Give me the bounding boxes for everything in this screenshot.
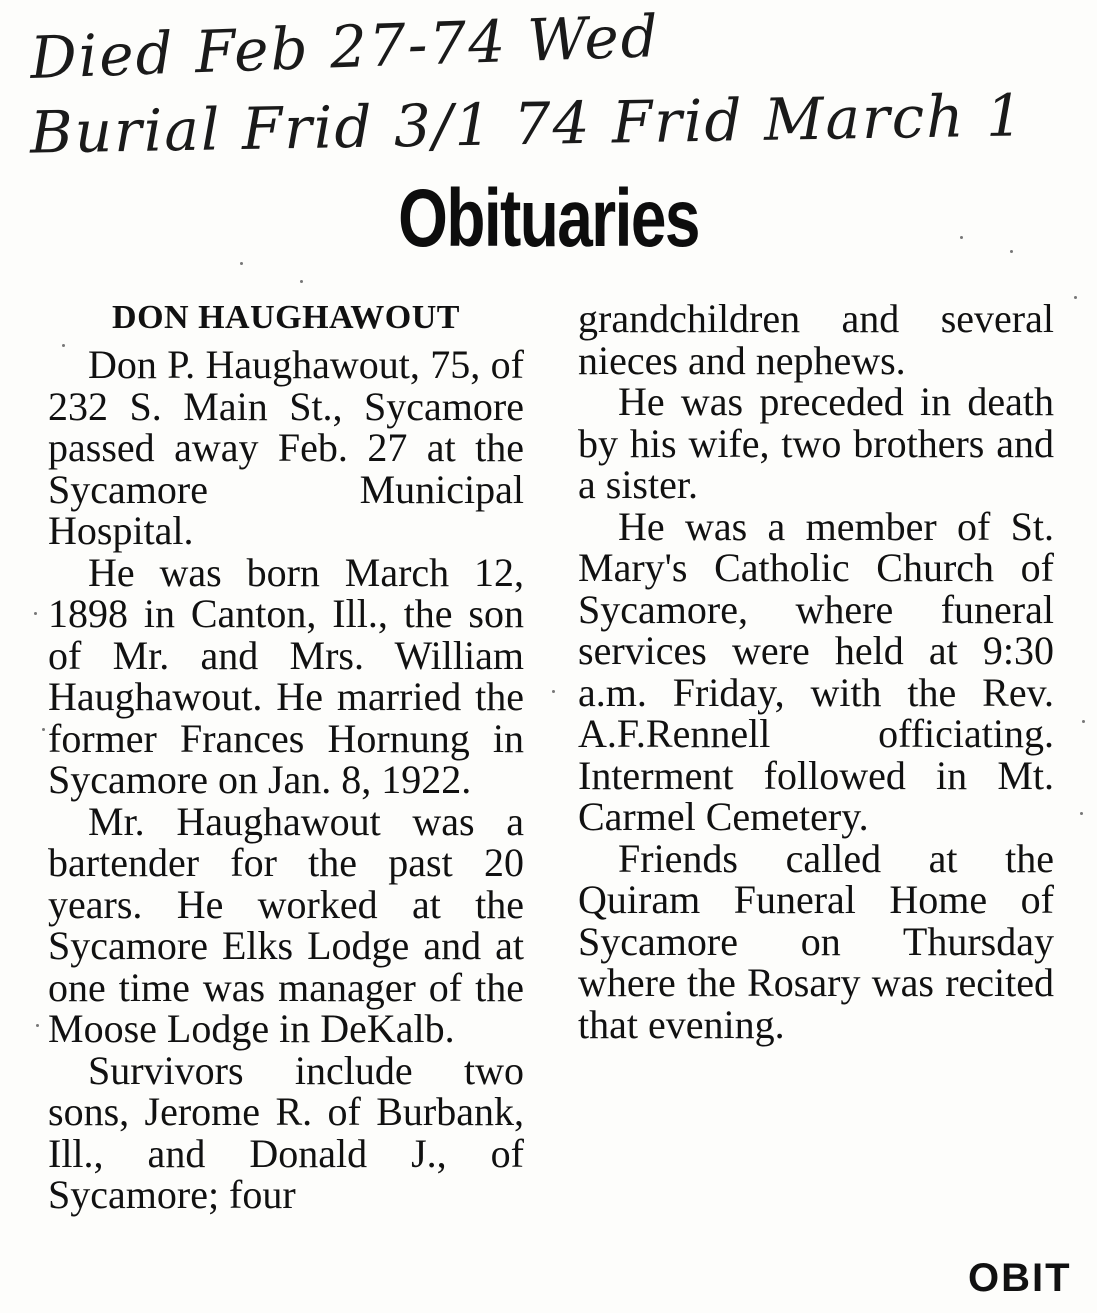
print-speck [36,1024,39,1027]
print-speck [1074,296,1077,299]
paragraph: He was born March 12, 1898 in Canton, Ill., the son of Mr. and Mrs. William Haughawout. He married the former Frances Hornung in Sycamore on Jan. 8, 1922. [48,549,524,802]
print-speck [240,262,243,265]
section-masthead: Obituaries [398,173,699,264]
right-column [578,298,1054,1045]
handwritten-note-line-1: Died Feb 27-74 Wed [29,2,661,92]
section-tag: OBIT [968,1256,1072,1300]
handwritten-note-line-2: Burial Frid 3/1 74 Frid March 1 [29,81,1026,167]
print-speck [34,612,37,615]
print-speck [42,728,45,731]
paragraph: grandchildren and several nieces and nephews. [578,296,1054,383]
print-speck [1010,250,1013,253]
paragraph: He was preceded in death by his wife, two brothers and a sister. [578,379,1054,507]
print-speck [1082,720,1085,723]
print-speck [1080,812,1083,815]
paragraph: Mr. Haughawout was a bartender for the past 20 years. He worked at the Sycamore Elks Lodge and at one time was manager of the Moose Lodge in DeKalb. [48,798,524,1051]
print-speck [552,690,555,693]
print-speck [62,344,65,347]
paragraph: He was a member of St. Mary's Catholic Church of Sycamore, where funeral services were held at 9:30 a.m. Friday, with the Rev. A.F.Rennell officiating. Interment followed in Mt. Carmel Cemetery. [578,503,1054,839]
paragraph: Don P. Haughawout, 75, of 232 S. Main St., Sycamore passed away Feb. 27 at the Sycamore Municipal Hospital. [48,342,524,553]
paragraph: Friends called at the Quiram Funeral Home of Sycamore on Thursday where the Rosary was recited that evening. [578,835,1054,1047]
left-column [48,298,524,1216]
paragraph: Survivors include two sons, Jerome R. of Burbank, Ill., and Donald J., of Sycamore; four [48,1047,524,1217]
obituary-headline: DON HAUGHAWOUT [112,299,460,336]
print-speck [960,236,963,239]
print-speck [300,280,303,283]
